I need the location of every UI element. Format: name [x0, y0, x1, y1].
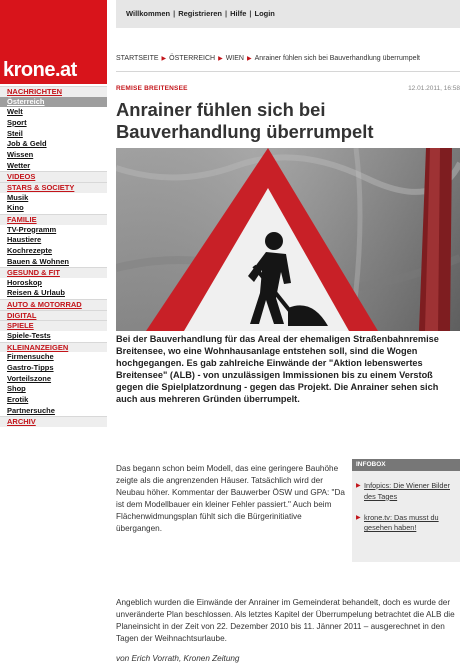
article-photo — [116, 148, 460, 331]
infobox-link-kronetv[interactable] — [352, 513, 460, 535]
nav-item-tv-programm[interactable]: TV-Programm — [0, 225, 107, 236]
nav-item-steil[interactable]: Steil — [0, 129, 107, 140]
arrow-right-icon: ▶ — [356, 514, 361, 521]
breadcrumb-arrow-icon: ▶ — [246, 56, 252, 62]
nav-item-wetter[interactable]: Wetter — [0, 161, 107, 172]
nav-item-sport[interactable]: Sport — [0, 118, 107, 129]
separator: | — [173, 9, 176, 18]
separator: | — [249, 9, 252, 18]
nav-item-erotik[interactable]: Erotik — [0, 395, 107, 406]
nav-section-spiele[interactable]: SPIELE — [0, 320, 107, 331]
nav-item-kino[interactable]: Kino — [0, 203, 107, 214]
nav-section-kleinanzeigen[interactable]: KLEINANZEIGEN — [0, 342, 107, 353]
nav-item-vorteilszone[interactable]: Vorteilszone — [0, 374, 107, 385]
site-logo[interactable] — [0, 0, 107, 84]
breadcrumb-home[interactable]: STARTSEITE — [116, 55, 159, 62]
logo-text: krone.at — [3, 59, 77, 81]
infobox-link-infopics[interactable] — [352, 481, 460, 503]
sidebar — [0, 0, 107, 670]
breadcrumb-austria[interactable]: ÖSTERREICH — [169, 55, 216, 62]
article-headline: Anrainer fühlen sich bei Bauverhandlung überrumpelt — [116, 99, 374, 142]
nav-item-partnersuche[interactable]: Partnersuche — [0, 406, 107, 417]
nav-item-musik[interactable]: Musik — [0, 193, 107, 204]
infobox-title: INFOBOX — [352, 459, 460, 471]
nav-section-archiv[interactable]: ARCHIV — [0, 416, 107, 427]
nav-item-kochrezepte[interactable]: Kochrezepte — [0, 246, 107, 257]
separator: | — [225, 9, 228, 18]
nav-item-bauen-wohnen[interactable]: Bauen & Wohnen — [0, 257, 107, 268]
nav-section-videos[interactable]: VIDEOS — [0, 171, 107, 182]
nav-section-stars-society[interactable]: STARS & SOCIETY — [0, 182, 107, 193]
nav-item-welt[interactable]: Welt — [0, 107, 107, 118]
nav-section-auto-motorrad[interactable]: AUTO & MOTORRAD — [0, 299, 107, 310]
login-link[interactable]: Login — [254, 9, 275, 18]
infobox-link-label: krone.tv: Das musst du gesehen haben! — [364, 512, 439, 533]
breadcrumb-arrow-icon: ▶ — [161, 56, 167, 62]
nav-section-nachrichten[interactable]: NACHRICHTEN — [0, 86, 107, 97]
nav-item-haustiere[interactable]: Haustiere — [0, 235, 107, 246]
article-paragraph: Das begann schon beim Modell, das eine geringere Bauhöhe zeigte als die angrenzenden Häuser. Tatsächlich wird der Neubau höher. Kommentar der Bauwerber ÖSW und GPA: "Da ist dem Modellbauer ein kleiner Fehler passiert." Auch beim Flächenwidmungsplan fühlt sich die Bürgerinitiative übergangen. — [116, 464, 345, 534]
breadcrumb-vienna[interactable]: WIEN — [225, 55, 244, 62]
nav-item-horoskop[interactable]: Horoskop — [0, 278, 107, 289]
nav-section-gesund-fit[interactable]: GESUND & FIT — [0, 267, 107, 278]
nav-item-gastro-tipps[interactable]: Gastro-Tipps — [0, 363, 107, 374]
breadcrumb-current: Anrainer fühlen sich bei Bauverhandlung überrumpelt — [254, 55, 420, 62]
article-author: von Erich Vorrath, Kronen Zeitung — [116, 654, 240, 663]
register-link[interactable]: Registrieren — [178, 9, 222, 18]
arrow-right-icon: ▶ — [356, 483, 361, 489]
main-navigation — [0, 86, 107, 427]
nav-item-reisen-urlaub[interactable]: Reisen & Urlaub — [0, 288, 107, 299]
nav-item-spiele-tests[interactable]: Spiele-Tests — [0, 331, 107, 342]
article-paragraph: Angeblich wurden die Einwände der Anrainer im Gemeinderat behandelt, doch es wurde der unveränderte Plan beschlossen. Als letztes Kapitel der Überrumpelung betrachtet die ALB die Planeinsicht in der Zeit von 22. Dezember 2010 bis 11. Jänner 2011 – ausgerechnet in den Tagen der Weihnachtsurlaube. — [116, 598, 455, 644]
nav-item-wissen[interactable]: Wissen — [0, 150, 107, 161]
article-date: 12.01.2011, 16:58 — [408, 85, 460, 92]
nav-item-österreich[interactable]: Österreich — [0, 97, 107, 108]
welcome-link[interactable]: Willkommen — [126, 9, 171, 18]
article-kicker: REMISE BREITENSEE — [116, 85, 188, 92]
breadcrumb-arrow-icon: ▶ — [218, 56, 223, 62]
nav-item-job-geld[interactable]: Job & Geld — [0, 139, 107, 150]
user-links — [126, 9, 275, 18]
nav-item-firmensuche[interactable]: Firmensuche — [0, 352, 107, 363]
user-bar — [116, 0, 460, 28]
breadcrumb-divider — [116, 71, 460, 72]
infobox-link-label: Infopics: Die Wiener Bilder des Tages — [364, 481, 450, 501]
breadcrumb — [116, 55, 460, 62]
nav-section-familie[interactable]: FAMILIE — [0, 214, 107, 225]
nav-section-digital[interactable]: DIGITAL — [0, 310, 107, 321]
article-lead: Bei der Bauverhandlung für das Areal der ehemaligen Straßenbahnremise Breitensee, wo eine Wohnhausanlage entstehen soll, sind die Wogen hochgegangen. Es gab zahlreiche Einwände der "Aktion lebenswertes Breitensee" (ALB) - von unzulässigen Immissionen bis zu einem Verstoß gegen die Spielplatzordnung - gegen das Projekt. Die Anrainer sehen sich auch aus mehreren Gründen überrumpelt. — [116, 334, 439, 405]
infobox — [352, 459, 460, 562]
construction-sign-image — [116, 148, 460, 331]
nav-item-shop[interactable]: Shop — [0, 384, 107, 395]
help-link[interactable]: Hilfe — [230, 9, 247, 18]
